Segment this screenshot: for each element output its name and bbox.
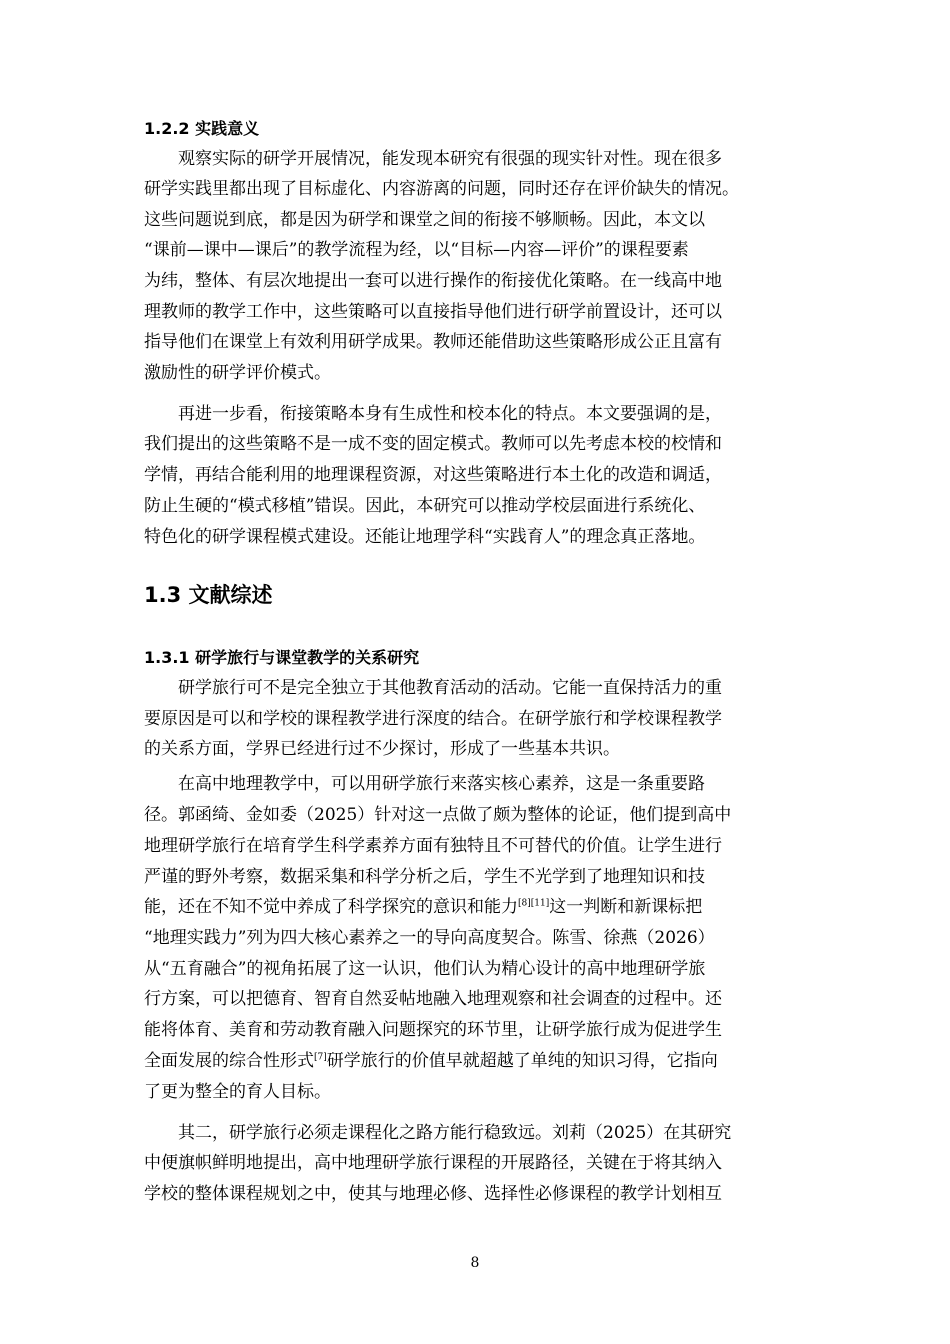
text-line-with-citation <box>144 895 808 919</box>
text-line: 理教师的教学工作中，这些策略可以直接指导他们进行研学前置设计，还可以 <box>144 302 722 322</box>
text-line: 激励性的研学评价模式。 <box>144 363 331 383</box>
text-line: 指导他们在课堂上有效利用研学成果。教师还能借助这些策略形成公正且富有 <box>144 332 722 352</box>
text-line: 观察实际的研学开展情况，能发现本研究有很强的现实针对性。现在很多 <box>178 149 722 169</box>
page-number: 8 <box>470 1255 480 1271</box>
text-line-with-citation <box>144 1049 808 1073</box>
text-line: 这些问题说到底，都是因为研学和课堂之间的衔接不够顺畅。因此，本文以 <box>144 210 705 230</box>
citation-ref: [7] <box>314 1052 327 1063</box>
text-line: 在高中地理教学中，可以用研学旅行来落实核心素养，这是一条重要路 <box>178 774 705 794</box>
text-line: 研学旅行可不是完全独立于其他教育活动的活动。它能一直保持活力的重 <box>178 678 722 698</box>
text-segment: 研学旅行的价值早就超越了单纯的知识习得，它指向 <box>326 1051 718 1071</box>
text-line: 从“五育融合”的视角拓展了这一认识，他们认为精心设计的高中地理研学旅 <box>144 959 706 979</box>
text-line: 行方案，可以把德育、智育自然妥帖地融入地理观察和社会调查的过程中。还 <box>144 989 722 1009</box>
citation-ref: [8] <box>518 898 531 909</box>
text-line: 严谨的野外考察，数据采集和科学分析之后，学生不光学到了地理知识和技 <box>144 867 705 887</box>
text-line: 学情，再结合能利用的地理课程资源，对这些策略进行本土化的改造和调适， <box>144 465 722 485</box>
text-line: “课前—课中—课后”的教学流程为经，以“目标—内容—评价”的课程要素 <box>144 240 689 260</box>
text-line: 中便旗帜鲜明地提出，高中地理研学旅行课程的开展路径，关键在于将其纳入 <box>144 1153 722 1173</box>
text-segment: 全面发展的综合性形式 <box>144 1051 314 1071</box>
section-heading-1-3: 1.3 文献综述 <box>144 583 273 607</box>
text-line: 要原因是可以和学校的课程教学进行深度的结合。在研学旅行和学校课程教学 <box>144 709 722 729</box>
text-segment: 能，还在不知不觉中养成了科学探究的意识和能力 <box>144 897 518 917</box>
section-heading-1-3-1: 1.3.1 研学旅行与课堂教学的关系研究 <box>144 648 420 667</box>
text-line: 了更为整全的育人目标。 <box>144 1082 331 1102</box>
text-line: 再进一步看，衔接策略本身有生成性和校本化的特点。本文要强调的是， <box>178 404 722 424</box>
text-line: 特色化的研学课程模式建设。还能让地理学科“实践育人”的理念真正落地。 <box>144 527 706 547</box>
text-line: 地理研学旅行在培育学生科学素养方面有独特且不可替代的价值。让学生进行 <box>144 836 722 856</box>
citation-ref: [11] <box>530 898 550 909</box>
text-line: 为纬，整体、有层次地提出一套可以进行操作的衔接优化策略。在一线高中地 <box>144 271 722 291</box>
text-line: 其二，研学旅行必须走课程化之路方能行稳致远。刘莉（2025）在其研究 <box>178 1123 732 1143</box>
section-heading-1-2-2: 1.2.2 实践意义 <box>144 119 260 138</box>
text-line: 径。郭函绮、金如委（2025）针对这一点做了颇为整体的论证，他们提到高中 <box>144 805 732 825</box>
text-line: 研学实践里都出现了目标虚化、内容游离的问题，同时还存在评价缺失的情况。 <box>144 179 739 199</box>
text-line: “地理实践力”列为四大核心素养之一的导向高度契合。陈雪、徐燕（2026） <box>144 928 715 948</box>
text-line: 防止生硬的“模式移植”错误。因此，本研究可以推动学校层面进行系统化、 <box>144 496 706 516</box>
text-segment: 这一判断和新课标把 <box>549 897 703 917</box>
text-line: 的关系方面，学界已经进行过不少探讨，形成了一些基本共识。 <box>144 739 620 759</box>
text-line: 我们提出的这些策略不是一成不变的固定模式。教师可以先考虑本校的校情和 <box>144 434 722 454</box>
text-line: 能将体育、美育和劳动教育融入问题探究的环节里，让研学旅行成为促进学生 <box>144 1020 722 1040</box>
text-line: 学校的整体课程规划之中，使其与地理必修、选择性必修课程的教学计划相互 <box>144 1184 722 1204</box>
